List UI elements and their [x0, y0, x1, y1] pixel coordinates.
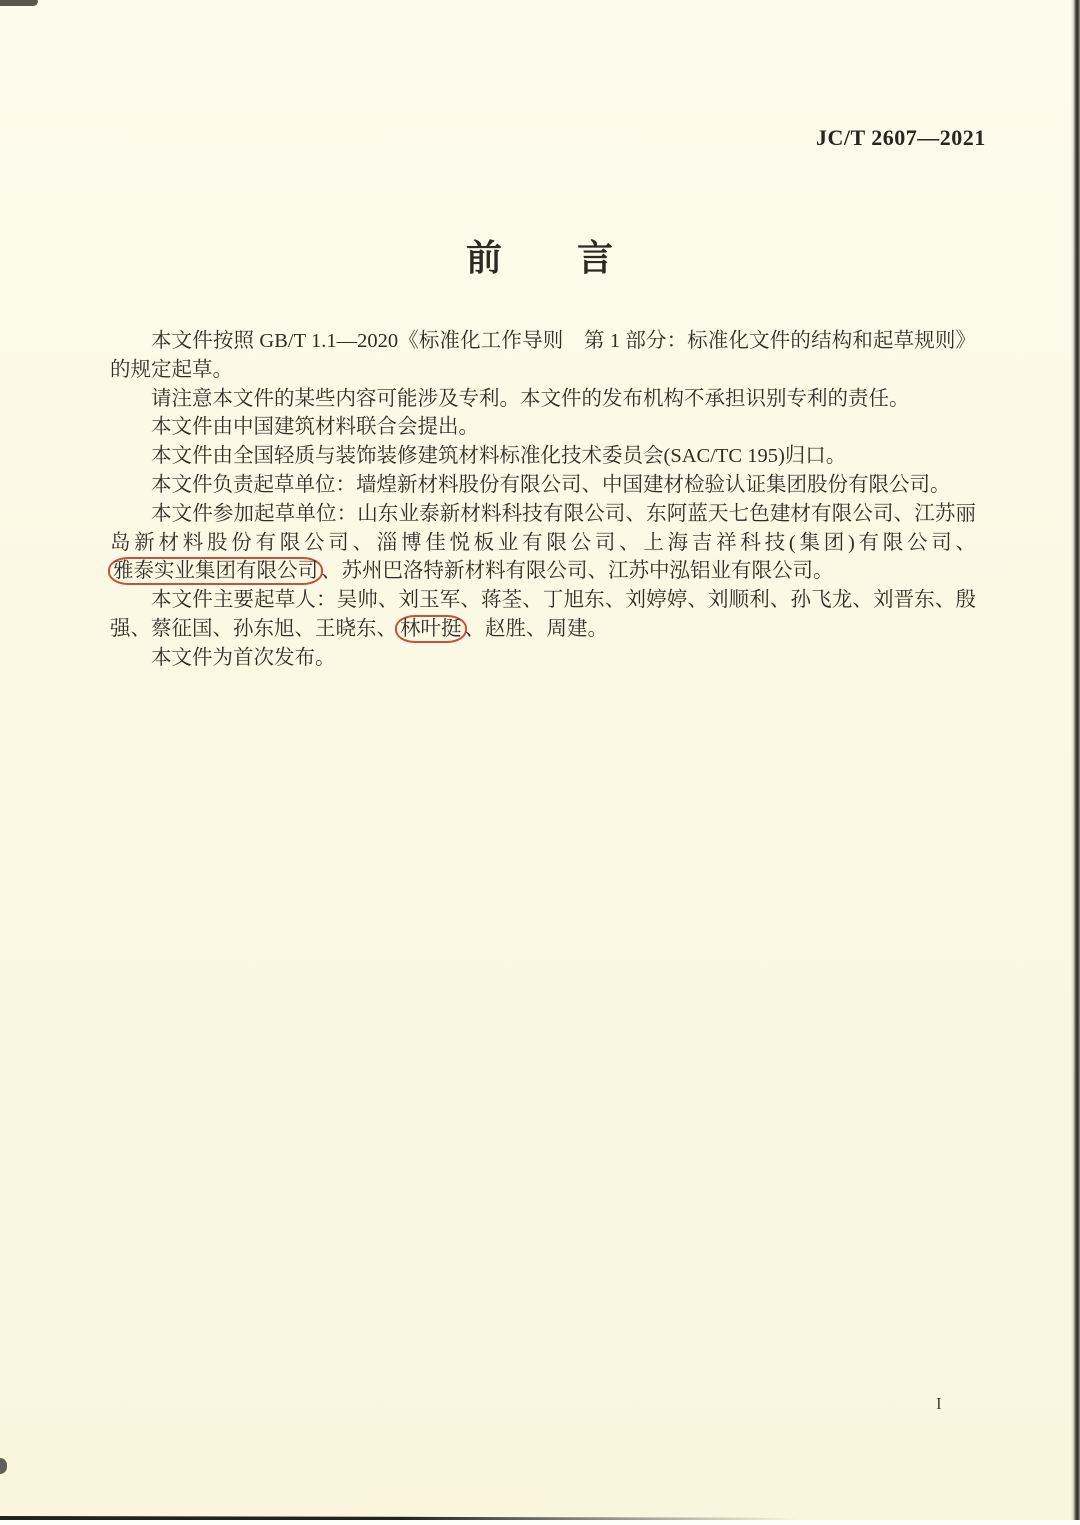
foreword-body: [110, 327, 976, 673]
foreword-paragraph-committee: 本文件由全国轻质与装饰装修建筑材料标准化技术委员会(SAC/TC 195)归口。: [151, 445, 847, 468]
foreword-paragraph-basis: 本文件按照 GB/T 1.1—2020《标准化工作导则 第 1 部分：标准化文件的结构和起草规则》的规定起草。: [110, 330, 976, 381]
scan-artifact-left-mark: [0, 1458, 7, 1474]
participants-text-post: 、苏州巴洛特新材料有限公司、江苏中泓铝业有限公司。: [321, 560, 834, 583]
foreword-paragraph-proposer: 本文件由中国建筑材料联合会提出。: [151, 416, 479, 439]
authors-text-pre: 本文件主要起草人：吴帅、刘玉军、蒋荃、丁旭东、刘婷婷、刘顺利、孙飞龙、刘晋东、殷强、蔡征国、孙东旭、王晓东、: [110, 589, 976, 640]
foreword-paragraph-authors: [110, 586, 976, 644]
foreword-paragraph-first-issue: 本文件为首次发布。: [151, 646, 336, 669]
scan-artifact-bottom-edge: [0, 1520, 1080, 1525]
foreword-paragraph-participants: [110, 500, 976, 586]
foreword-paragraph-patent: 请注意本文件的某些内容可能涉及专利。本文件的发布机构不承担识别专利的责任。: [151, 387, 910, 410]
red-circle-annotation-company: 雅泰实业集团有限公司: [108, 557, 323, 585]
scan-artifact-right-edge: [1071, 0, 1080, 1525]
foreword-paragraph-chief-drafters: 本文件负责起草单位：墙煌新材料股份有限公司、中国建材检验认证集团股份有限公司。: [151, 473, 951, 496]
red-circle-annotation-person: 林叶挺: [395, 615, 467, 643]
scan-artifact-top-left: [0, 0, 38, 6]
page-number: I: [936, 1394, 943, 1413]
participants-text-pre: 本文件参加起草单位：山东业泰新材料科技有限公司、东阿蓝天七色建材有限公司、江苏丽岛新材料股份有限公司、淄博佳悦板业有限公司、上海吉祥科技(集团)有限公司、: [110, 502, 976, 554]
standard-number: JC/T 2607—2021: [816, 125, 986, 150]
page-title: 前 言: [465, 238, 614, 278]
authors-text-post: 、赵胜、周建。: [464, 617, 608, 640]
